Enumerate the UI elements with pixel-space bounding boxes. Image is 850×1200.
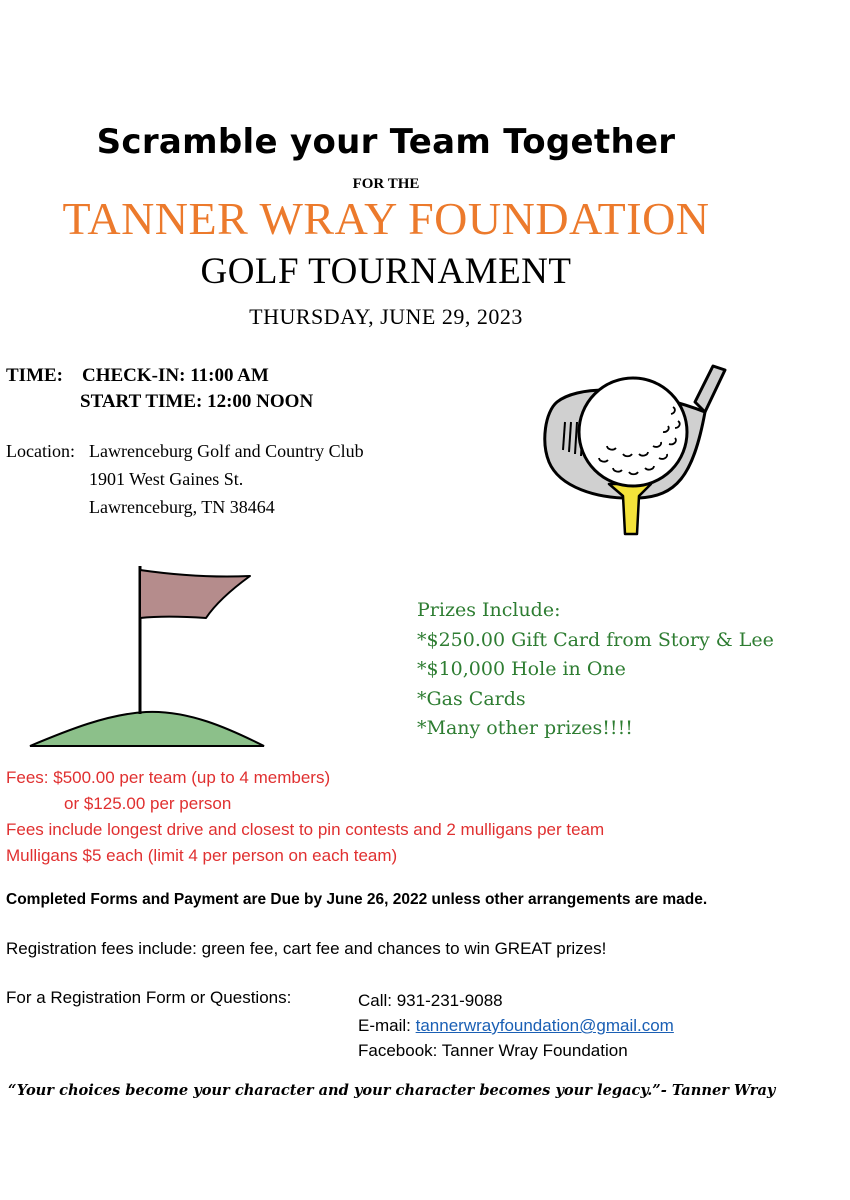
fees-mulligans: Mulligans $5 each (limit 4 per person on each team) [6, 846, 398, 865]
prize-item: *Many other prizes!!!! [417, 717, 633, 739]
email-label: E-mail: [358, 1016, 416, 1035]
fees-person: or $125.00 per person [64, 794, 232, 813]
email-link[interactable]: tannerwrayfoundation@gmail.com [415, 1016, 674, 1035]
prize-item: *$250.00 Gift Card from Story & Lee [417, 628, 774, 651]
event-title: GOLF TOURNAMENT [200, 251, 572, 292]
start-time: START TIME: 12:00 NOON [80, 391, 314, 412]
contact-phone: Call: 931-231-9088 [358, 991, 503, 1010]
location-city: Lawrenceburg, TN 38464 [89, 497, 275, 517]
time-label: TIME: [6, 365, 63, 386]
headline: Scramble your Team Together [96, 122, 676, 162]
event-date: THURSDAY, JUNE 29, 2023 [249, 304, 523, 329]
golf-ball-icon [535, 362, 735, 538]
quote: “Your choices become your character and your character becomes your legacy.”- Tanner Wray [8, 1082, 776, 1099]
contact-email-row [358, 1013, 674, 1038]
prize-item: *Gas Cards [417, 687, 526, 710]
fees-include: Fees include longest drive and closest to pin contests and 2 mulligans per team [6, 820, 605, 839]
contact-info [358, 988, 674, 1063]
registration-note: Registration fees include: green fee, cart fee and chances to win GREAT prizes! [6, 939, 607, 958]
fees-section [6, 765, 604, 869]
prizes-list [417, 596, 774, 744]
prize-item: *$10,000 Hole in One [417, 658, 626, 680]
prizes-title: Prizes Include: [417, 599, 561, 621]
location-street: 1901 West Gaines St. [89, 469, 244, 489]
contact-label: For a Registration Form or Questions: [6, 988, 292, 1007]
location-label: Location: [6, 441, 75, 461]
location-venue: Lawrenceburg Golf and Country Club [89, 441, 364, 461]
checkin-time: CHECK-IN: 11:00 AM [82, 365, 269, 386]
golf-flag-icon [28, 562, 268, 752]
for-the-text: FOR THE [352, 176, 420, 192]
fees-team: Fees: $500.00 per team (up to 4 members) [6, 768, 331, 787]
contact-facebook: Facebook: Tanner Wray Foundation [358, 1041, 628, 1060]
due-notice: Completed Forms and Payment are Due by June 26, 2022 unless other arrangements are made. [6, 891, 708, 908]
foundation-name: TANNER WRAY FOUNDATION [62, 193, 710, 244]
